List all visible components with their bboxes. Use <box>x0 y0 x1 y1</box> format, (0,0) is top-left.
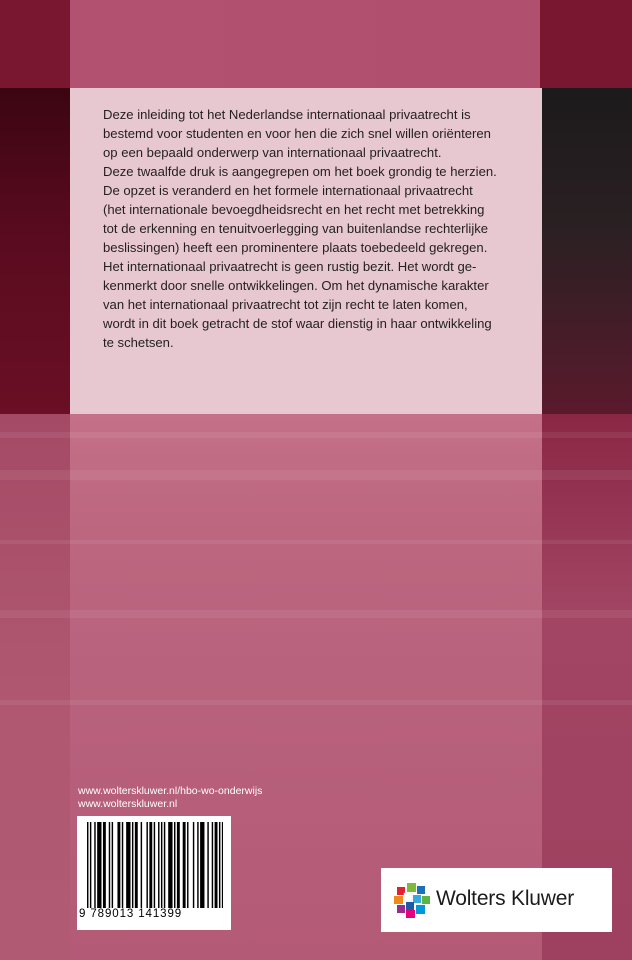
barcode-bar <box>97 822 101 908</box>
blurb-line: Deze inleiding tot het Nederlandse internationaal privaatrecht is <box>103 107 471 122</box>
blurb-line: Deze twaalfde druk is aangegrepen om het boek grondig te herzien. <box>103 164 497 179</box>
barcode-bar <box>132 822 133 908</box>
barcode-bar <box>112 822 113 908</box>
barcode-bar <box>193 822 194 908</box>
light-streak <box>0 470 632 480</box>
barcode-bar <box>146 822 147 908</box>
barcode-bar <box>197 822 198 908</box>
barcode-bar <box>109 822 110 908</box>
publisher-logo <box>381 868 612 932</box>
barcode-bar <box>164 822 165 908</box>
barcode-bar <box>174 822 175 908</box>
light-streak <box>0 700 632 705</box>
blurb-panel <box>70 88 542 414</box>
url-onderwijs[interactable]: www.wolterskluwer.nl/hbo-wo-onderwijs <box>78 785 263 797</box>
blurb-line: beslissingen) heeft een prominentere plaats toebedeeld gekregen. <box>103 240 488 255</box>
barcode-bar <box>219 822 220 908</box>
light-streak <box>0 610 632 618</box>
barcode-bar <box>94 822 95 908</box>
blurb-text <box>103 105 528 352</box>
barcode-bar <box>87 822 88 908</box>
top-color-band <box>0 0 632 88</box>
barcode-bar <box>177 822 180 908</box>
isbn-barcode <box>77 816 231 930</box>
barcode-bar <box>135 822 138 908</box>
barcode-bar <box>117 822 120 908</box>
url-home[interactable]: www.wolterskluwer.nl <box>78 798 178 810</box>
light-streak <box>0 540 632 544</box>
barcode-bar <box>161 822 162 908</box>
blurb-line: Het internationaal privaatrecht is geen rustig bezit. Het wordt ge- <box>103 259 477 274</box>
blurb-line: te schetsen. <box>103 335 174 350</box>
barcode-bar <box>103 822 106 908</box>
barcode-bar <box>158 822 159 908</box>
barcode-bar <box>168 822 172 908</box>
barcode-bars <box>87 822 223 908</box>
isbn-number: 9 789013 141399 <box>79 908 183 920</box>
blurb-line: De opzet is veranderd en het formele internationaal privaatrecht <box>103 183 473 198</box>
right-dark-strip <box>542 88 632 414</box>
barcode-bar <box>215 822 218 908</box>
barcode-bar <box>122 822 123 908</box>
blurb-line: bestemd voor studenten en voor hen die zich snel willen oriënteren <box>103 126 491 141</box>
light-streak <box>0 432 632 438</box>
blurb-line: wordt in dit boek getracht de stof waar dienstig in haar ontwikkeling <box>103 316 492 331</box>
barcode-bar <box>183 822 186 908</box>
blurb-line: tot de erkenning en tenuitvoerlegging van buitenlandse rechterlijke <box>103 221 489 236</box>
barcode-bar <box>207 822 208 908</box>
barcode-bar <box>149 822 152 908</box>
barcode-bar <box>222 822 223 908</box>
barcode-bar <box>90 822 91 908</box>
blurb-line: kenmerkt door snelle ontwikkelingen. Om het dynamische karakter <box>103 278 489 293</box>
left-dark-strip <box>0 88 70 414</box>
blurb-line: op een bepaald onderwerp van internationaal privaatrecht. <box>103 145 442 160</box>
barcode-bar <box>200 822 204 908</box>
barcode-bar <box>212 822 213 908</box>
barcode-bar <box>187 822 188 908</box>
blurb-line: van het internationaal privaatrecht tot zijn recht te laten komen, <box>103 297 468 312</box>
barcode-bar <box>126 822 130 908</box>
lower-left-band <box>0 414 70 960</box>
barcode-bar <box>141 822 142 908</box>
publisher-urls <box>78 785 262 811</box>
publisher-name: Wolters Kluwer <box>436 887 575 910</box>
wolters-kluwer-mosaic-icon <box>394 882 430 918</box>
blurb-line: (het internationale bevoegdheidsrecht en het recht met betrekking <box>103 202 485 217</box>
barcode-bar <box>154 822 155 908</box>
